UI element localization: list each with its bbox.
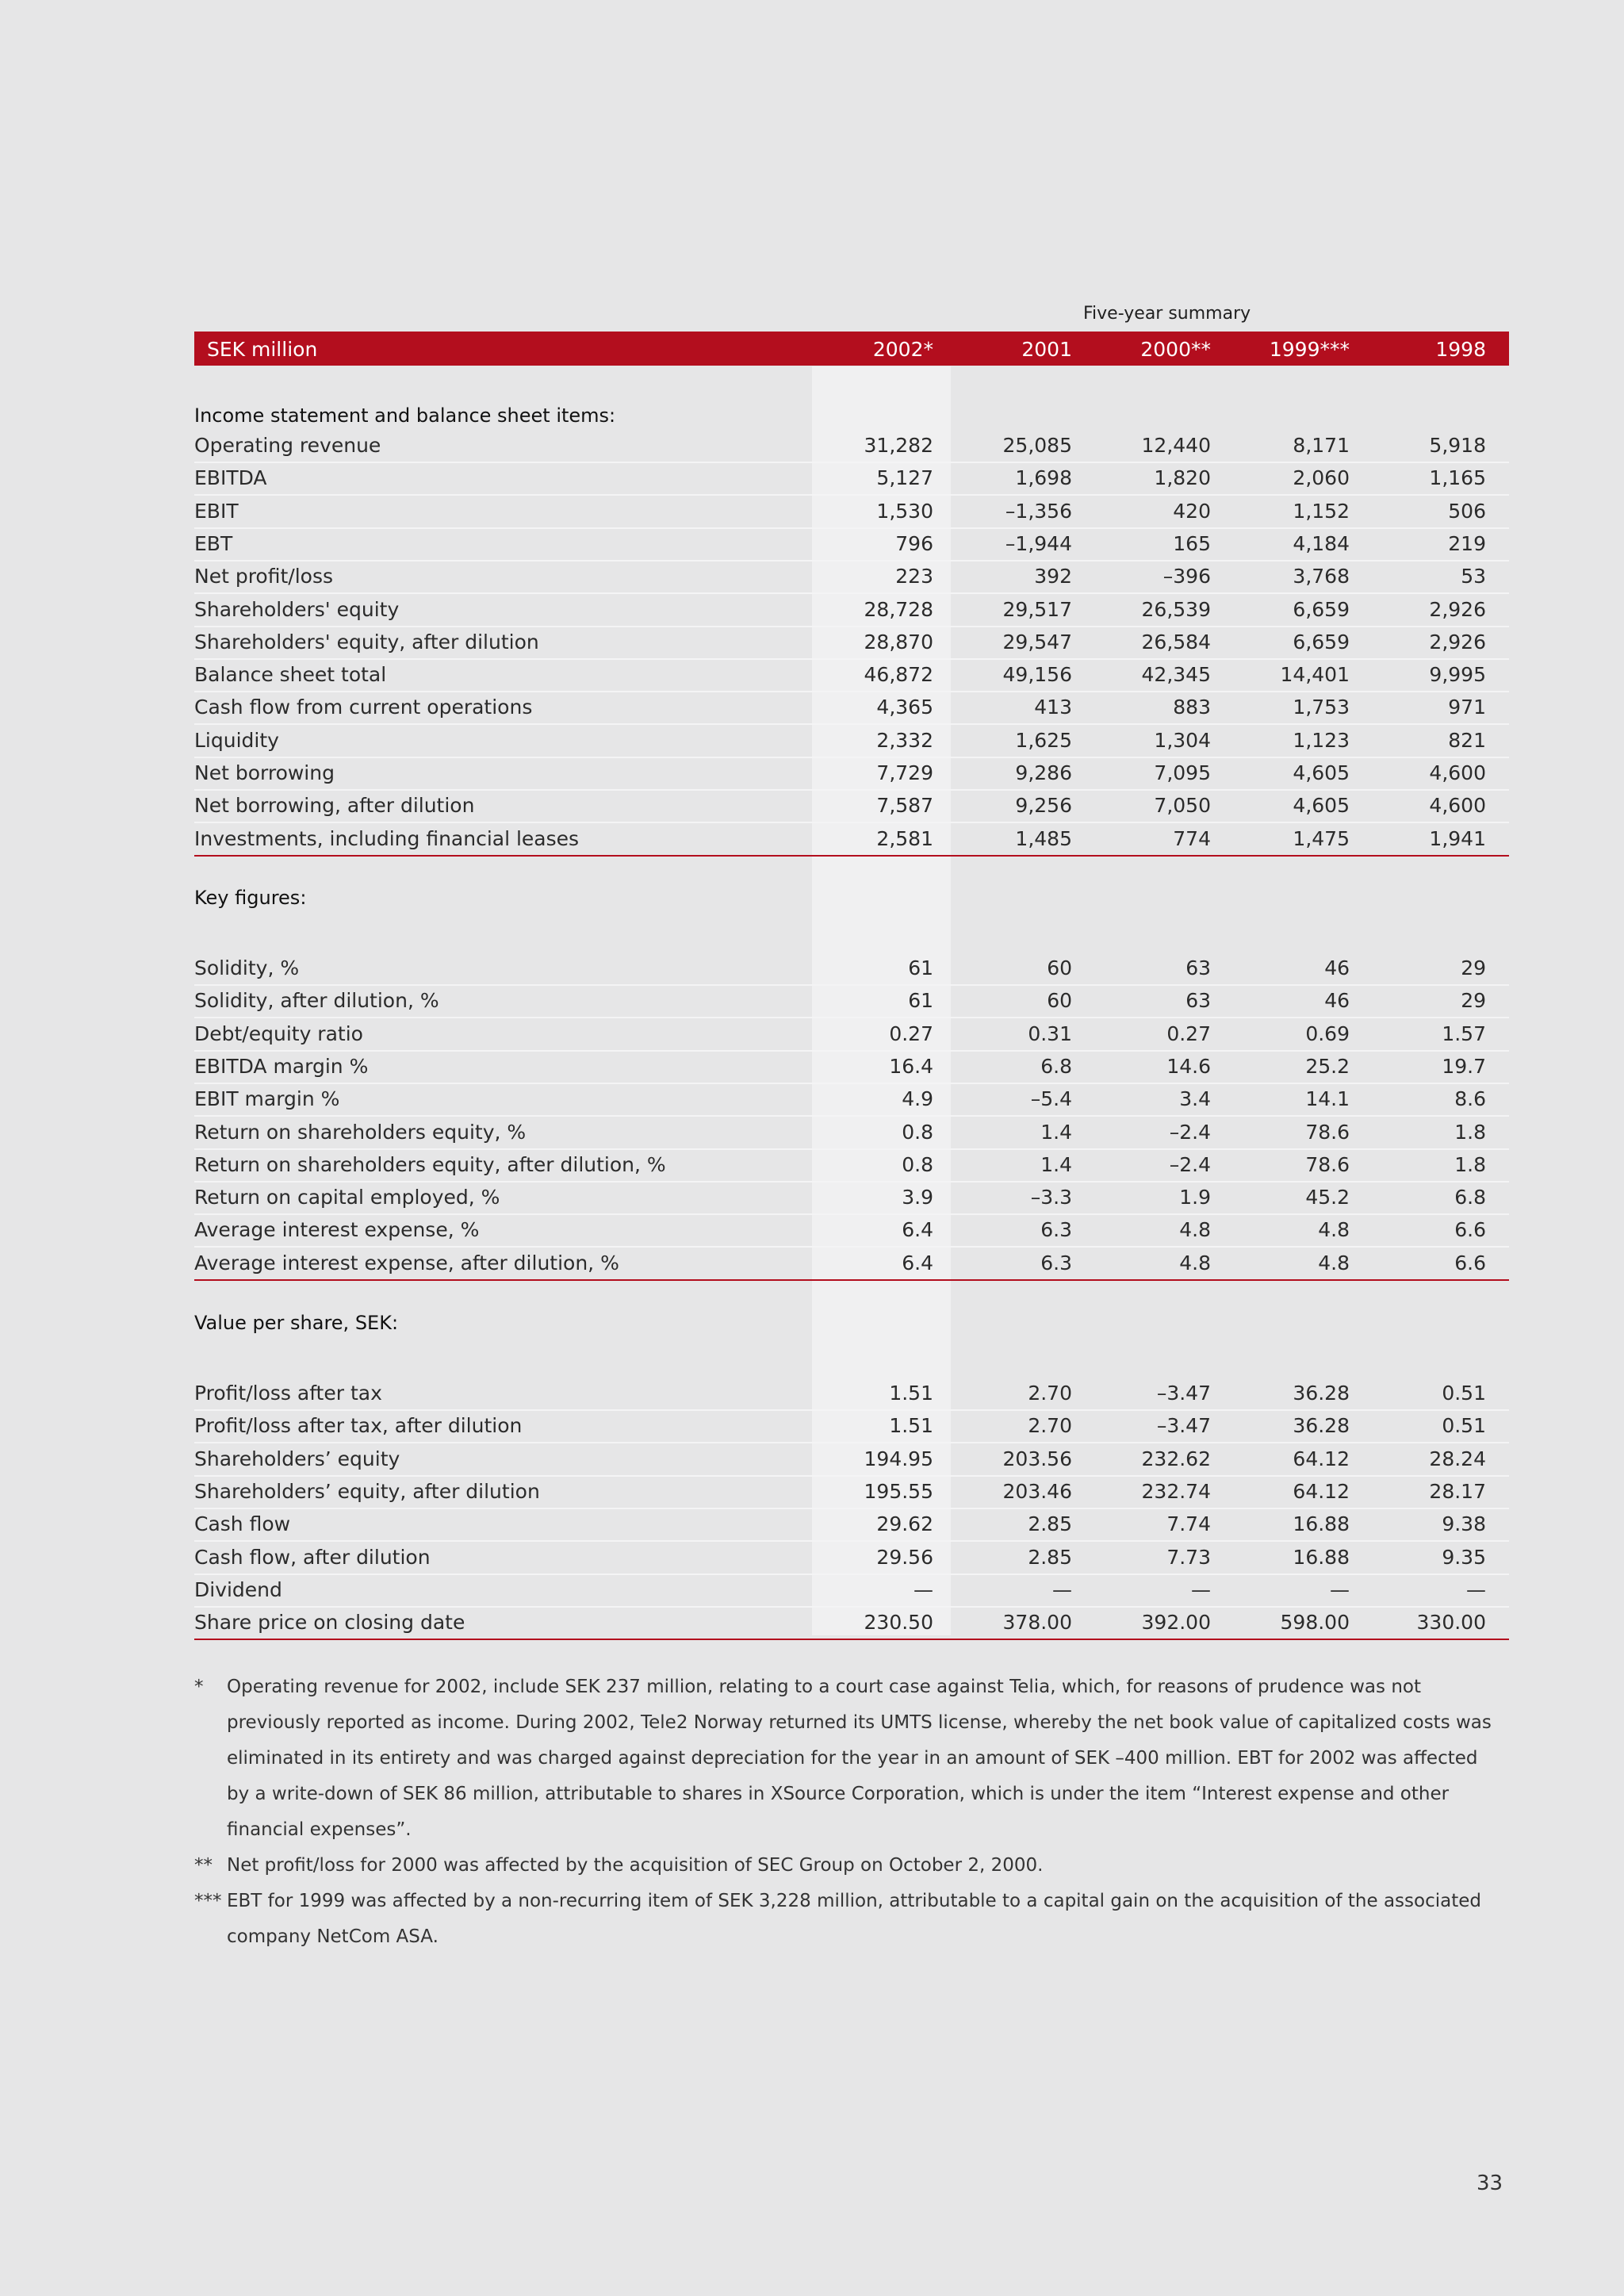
page-number: 33 [1477, 2171, 1503, 2195]
row-label: Shareholders' equity, after dilution [194, 630, 539, 654]
table-cell: 3.9 [902, 1186, 933, 1209]
table-cell: 1.4 [1040, 1152, 1072, 1176]
table-cell: 232.62 [1141, 1447, 1211, 1470]
table-cell: 63 [1185, 989, 1211, 1013]
table-cell: — [1052, 1577, 1072, 1601]
table-cell: — [1191, 1577, 1211, 1601]
table-cell: 6.3 [1040, 1218, 1072, 1242]
table-cell: 28.24 [1429, 1447, 1486, 1470]
table-cell: 4,365 [876, 696, 933, 719]
table-cell: 29.62 [876, 1512, 933, 1536]
table-cell: 1,304 [1154, 728, 1211, 752]
table-cell: 61 [908, 989, 933, 1013]
footnote-marker: * [194, 1677, 204, 1697]
table-cell: –3.3 [1030, 1186, 1072, 1209]
table-cell: 1.57 [1442, 1022, 1486, 1045]
table-row [194, 1541, 1509, 1575]
table-cell: 1.51 [889, 1382, 933, 1405]
table-cell: 26,584 [1141, 630, 1211, 654]
table-cell: 4.8 [1179, 1218, 1211, 1242]
table-cell: 9,256 [1015, 794, 1072, 818]
table-row [194, 757, 1509, 791]
row-label: Liquidity [194, 728, 279, 752]
row-label: Shareholders' equity [194, 597, 400, 621]
table-cell: 2.85 [1028, 1512, 1072, 1536]
table-cell: 1,698 [1015, 466, 1072, 490]
table-cell: 774 [1173, 826, 1211, 850]
table-row [194, 952, 1509, 986]
table-cell: 12,440 [1141, 434, 1211, 457]
table-row [194, 1213, 1509, 1248]
table-row [194, 691, 1509, 725]
table-cell: 28,870 [864, 630, 933, 654]
footnote-text: Net profit/loss for 2000 was affected by the acquisition of SEC Group on October 2, 2000. [227, 1855, 1044, 1876]
table-cell: 63 [1185, 956, 1211, 979]
footnote-text: EBT for 1999 was affected by a non-recurring item of SEK 3,228 million, attributable to a capital gain on the acquisition of the associated company NetCom ASA. [227, 1891, 1481, 1947]
table-cell: 6.4 [902, 1218, 933, 1242]
table-cell: 330.00 [1416, 1611, 1486, 1635]
table-cell: 1,625 [1015, 728, 1072, 752]
footnote-marker: *** [194, 1891, 222, 1911]
table-row [194, 1377, 1509, 1411]
table-cell: 2,060 [1293, 466, 1350, 490]
table-cell: –2.4 [1169, 1152, 1211, 1176]
table-cell: 392.00 [1141, 1611, 1211, 1635]
table-cell: 16.4 [889, 1054, 933, 1078]
row-label: Return on shareholders equity, after dilution, % [194, 1152, 666, 1176]
table-row [194, 1443, 1509, 1477]
table-cell: 194.95 [864, 1447, 933, 1470]
table-row [194, 560, 1509, 594]
row-label: Share price on closing date [194, 1611, 465, 1635]
table-cell: 1,941 [1429, 826, 1486, 850]
table-cell: 36.28 [1293, 1382, 1350, 1405]
row-label: Profit/loss after tax, after dilution [194, 1414, 523, 1438]
table-cell: –5.4 [1030, 1087, 1072, 1111]
table-cell: 971 [1448, 696, 1486, 719]
table-row [194, 1475, 1509, 1509]
table-row [194, 1508, 1509, 1542]
table-cell: 796 [895, 531, 933, 555]
table-cell: 9.35 [1442, 1545, 1486, 1569]
table-cell: 6.4 [902, 1251, 933, 1274]
table-cell: 0.27 [889, 1022, 933, 1045]
table-row [194, 789, 1509, 823]
table-cell: 9.38 [1442, 1512, 1486, 1536]
table-cell: 232.74 [1141, 1479, 1211, 1503]
table-cell: 230.50 [864, 1611, 933, 1635]
row-label: Cash flow [194, 1512, 291, 1536]
table-cell: 28.17 [1429, 1479, 1486, 1503]
table-cell: 14.1 [1305, 1087, 1350, 1111]
row-label: Profit/loss after tax [194, 1382, 382, 1405]
table-cell: 46,872 [864, 663, 933, 687]
footnote-marker: ** [194, 1855, 213, 1876]
table-row [194, 1018, 1509, 1052]
table-cell: 46 [1324, 956, 1350, 979]
table-cell: 7.74 [1166, 1512, 1211, 1536]
table-cell: 203.56 [1002, 1447, 1072, 1470]
table-row [194, 822, 1509, 857]
footnote [194, 1848, 1503, 1884]
table-row [194, 984, 1509, 1018]
table-cell: 413 [1034, 696, 1072, 719]
footnote [194, 1669, 1503, 1848]
table-cell: 36.28 [1293, 1414, 1350, 1438]
table-cell: 45.2 [1305, 1186, 1350, 1209]
table-cell: 9,995 [1429, 663, 1486, 687]
table-row [194, 1050, 1509, 1084]
row-label: Average interest expense, after dilution, % [194, 1251, 619, 1274]
table-cell: 2.85 [1028, 1545, 1072, 1569]
table-cell: 0.27 [1166, 1022, 1211, 1045]
table-cell: 0.31 [1028, 1022, 1072, 1045]
table-cell: — [1466, 1577, 1486, 1601]
header-year-2000: 2000** [1140, 338, 1211, 361]
table-cell: 1.4 [1040, 1120, 1072, 1144]
table-cell: –3.47 [1156, 1382, 1211, 1405]
row-label: EBIT margin % [194, 1087, 340, 1111]
row-label: Investments, including financial leases [194, 826, 580, 850]
table-cell: 14,401 [1280, 663, 1350, 687]
table-cell: 64.12 [1293, 1479, 1350, 1503]
table-cell: 506 [1448, 499, 1486, 523]
row-label: Net profit/loss [194, 565, 333, 588]
table-row [194, 658, 1509, 692]
table-cell: — [914, 1577, 933, 1601]
table-caption: Five-year summary [1083, 304, 1251, 324]
table-cell: — [1330, 1577, 1350, 1601]
section-title: Value per share, SEK: [194, 1312, 399, 1334]
table-cell: 29 [1461, 989, 1486, 1013]
table-cell: 821 [1448, 728, 1486, 752]
row-label: EBIT [194, 499, 239, 523]
table-cell: 14.6 [1166, 1054, 1211, 1078]
row-label: Solidity, after dilution, % [194, 989, 439, 1013]
table-row [194, 527, 1509, 562]
table-cell: 78.6 [1305, 1152, 1350, 1176]
table-cell: 16.88 [1293, 1545, 1350, 1569]
row-label: Cash flow from current operations [194, 696, 533, 719]
table-cell: 6,659 [1293, 630, 1350, 654]
table-cell: –1,356 [1005, 499, 1072, 523]
table-row [194, 626, 1509, 660]
table-cell: 1,485 [1015, 826, 1072, 850]
table-row [194, 462, 1509, 496]
row-label: Average interest expense, % [194, 1218, 480, 1242]
table-cell: 2.70 [1028, 1382, 1072, 1405]
table-cell: 1.9 [1179, 1186, 1211, 1209]
row-label: Balance sheet total [194, 663, 387, 687]
table-cell: 1,530 [876, 499, 933, 523]
row-label: Solidity, % [194, 956, 300, 979]
table-cell: 203.46 [1002, 1479, 1072, 1503]
table-cell: 5,127 [876, 466, 933, 490]
table-cell: 2.70 [1028, 1414, 1072, 1438]
row-label: Return on capital employed, % [194, 1186, 500, 1209]
table-cell: 2,581 [876, 826, 933, 850]
header-year-2002: 2002* [872, 338, 933, 361]
header-year-2001: 2001 [1021, 338, 1072, 361]
table-cell: 1,165 [1429, 466, 1486, 490]
table-cell: 3,768 [1293, 565, 1350, 588]
table-cell: 4.8 [1318, 1218, 1350, 1242]
table-cell: 6.8 [1454, 1186, 1486, 1209]
row-label: Debt/equity ratio [194, 1022, 363, 1045]
table-cell: 64.12 [1293, 1447, 1350, 1470]
row-label: Operating revenue [194, 434, 381, 457]
table-cell: 42,345 [1141, 663, 1211, 687]
table-cell: 1.51 [889, 1414, 933, 1438]
table-cell: 53 [1461, 565, 1486, 588]
table-cell: 1,475 [1293, 826, 1350, 850]
table-cell: 0.8 [902, 1152, 933, 1176]
table-cell: 3.4 [1179, 1087, 1211, 1111]
row-label: Net borrowing, after dilution [194, 794, 475, 818]
table-row [194, 495, 1509, 529]
table-row [194, 429, 1509, 463]
table-cell: 25,085 [1002, 434, 1072, 457]
table-cell: 883 [1173, 696, 1211, 719]
table-cell: –2.4 [1169, 1120, 1211, 1144]
table-cell: 4.9 [902, 1087, 933, 1111]
table-cell: 5,918 [1429, 434, 1486, 457]
table-cell: 1.8 [1454, 1120, 1486, 1144]
row-label: EBITDA [194, 466, 267, 490]
table-cell: 0.69 [1305, 1022, 1350, 1045]
table-cell: 219 [1448, 531, 1486, 555]
table-cell: –1,944 [1005, 531, 1072, 555]
table-cell: 8.6 [1454, 1087, 1486, 1111]
table-cell: 1,753 [1293, 696, 1350, 719]
table-cell: 378.00 [1002, 1611, 1072, 1635]
table-cell: 4,605 [1293, 794, 1350, 818]
row-label: Return on shareholders equity, % [194, 1120, 527, 1144]
table-row [194, 1409, 1509, 1443]
table-cell: 60 [1047, 989, 1072, 1013]
table-cell: 4,605 [1293, 761, 1350, 784]
table-cell: 25.2 [1305, 1054, 1350, 1078]
table-cell: 6.6 [1454, 1218, 1486, 1242]
row-label: EBT [194, 531, 233, 555]
table-cell: 0.51 [1442, 1382, 1486, 1405]
table-cell: 392 [1034, 565, 1072, 588]
table-cell: 4,600 [1429, 761, 1486, 784]
table-row [194, 593, 1509, 627]
table-cell: 2,926 [1429, 597, 1486, 621]
table-cell: 420 [1173, 499, 1211, 523]
table-cell: 165 [1173, 531, 1211, 555]
table-row [194, 1181, 1509, 1215]
row-label: Cash flow, after dilution [194, 1545, 431, 1569]
table-cell: 7,587 [876, 794, 933, 818]
table-cell: 29 [1461, 956, 1486, 979]
header-year-1999: 1999*** [1269, 338, 1350, 361]
table-row [194, 724, 1509, 758]
table-cell: 29,517 [1002, 597, 1072, 621]
table-row [194, 1573, 1509, 1608]
table-cell: 7.73 [1166, 1545, 1211, 1569]
table-cell: 6.3 [1040, 1251, 1072, 1274]
table-row [194, 1606, 1509, 1640]
table-cell: 16.88 [1293, 1512, 1350, 1536]
table-row [194, 1247, 1509, 1281]
table-cell: 28,728 [864, 597, 933, 621]
table-cell: 598.00 [1280, 1611, 1350, 1635]
table-cell: 49,156 [1002, 663, 1072, 687]
table-cell: 46 [1324, 989, 1350, 1013]
row-label: Dividend [194, 1577, 282, 1601]
table-row [194, 1116, 1509, 1150]
table-cell: 8,171 [1293, 434, 1350, 457]
table-cell: 61 [908, 956, 933, 979]
table-row [194, 1083, 1509, 1117]
table-cell: 31,282 [864, 434, 933, 457]
section-title: Income statement and balance sheet items: [194, 404, 616, 427]
table-cell: 29.56 [876, 1545, 933, 1569]
table-cell: 223 [895, 565, 933, 588]
table-cell: 7,095 [1154, 761, 1211, 784]
table-cell: 78.6 [1305, 1120, 1350, 1144]
table-cell: 6,659 [1293, 597, 1350, 621]
table-cell: 2,926 [1429, 630, 1486, 654]
table-cell: 1,123 [1293, 728, 1350, 752]
table-cell: 7,729 [876, 761, 933, 784]
table-cell: 0.51 [1442, 1414, 1486, 1438]
footnotes [194, 1669, 1503, 1955]
table-cell: 1.8 [1454, 1152, 1486, 1176]
table-cell: 2,332 [876, 728, 933, 752]
table-cell: 9,286 [1015, 761, 1072, 784]
table-cell: –396 [1162, 565, 1211, 588]
header-year-1998: 1998 [1435, 338, 1486, 361]
footnote-text: Operating revenue for 2002, include SEK 237 million, relating to a court case against Telia, which, for reasons of prudence was not previously reported as income. During 2002, Tele2 Norway returned its UMTS license, whereby the net book value of capitalized costs was eliminated in its entirety and was charged against depreciation for the year in an amount of SEK –400 million. EBT for 2002 was affected by a write-down of SEK 86 million, attributable to shares in XSource Corporation, which is under the item “Interest expense and other financial expenses”. [227, 1677, 1492, 1840]
table-cell: 4.8 [1318, 1251, 1350, 1274]
table-cell: 29,547 [1002, 630, 1072, 654]
table-cell: 1,152 [1293, 499, 1350, 523]
table-cell: 6.6 [1454, 1251, 1486, 1274]
section-title: Key figures: [194, 887, 307, 909]
row-label: Shareholders’ equity [194, 1447, 400, 1470]
table-row [194, 1148, 1509, 1182]
table-cell: 1,820 [1154, 466, 1211, 490]
table-cell: 19.7 [1442, 1054, 1486, 1078]
row-label: EBITDA margin % [194, 1054, 369, 1078]
table-cell: 4,184 [1293, 531, 1350, 555]
table-cell: 6.8 [1040, 1054, 1072, 1078]
table-cell: 195.55 [864, 1479, 933, 1503]
table-cell: –3.47 [1156, 1414, 1211, 1438]
table-cell: 4.8 [1179, 1251, 1211, 1274]
table-cell: 60 [1047, 956, 1072, 979]
row-label: Net borrowing [194, 761, 335, 784]
table-cell: 0.8 [902, 1120, 933, 1144]
header-unit-label: SEK million [207, 338, 318, 361]
table-cell: 7,050 [1154, 794, 1211, 818]
table-header [194, 332, 1509, 366]
table-cell: 26,539 [1141, 597, 1211, 621]
row-label: Shareholders’ equity, after dilution [194, 1479, 540, 1503]
footnote [194, 1884, 1503, 1955]
table-cell: 4,600 [1429, 794, 1486, 818]
